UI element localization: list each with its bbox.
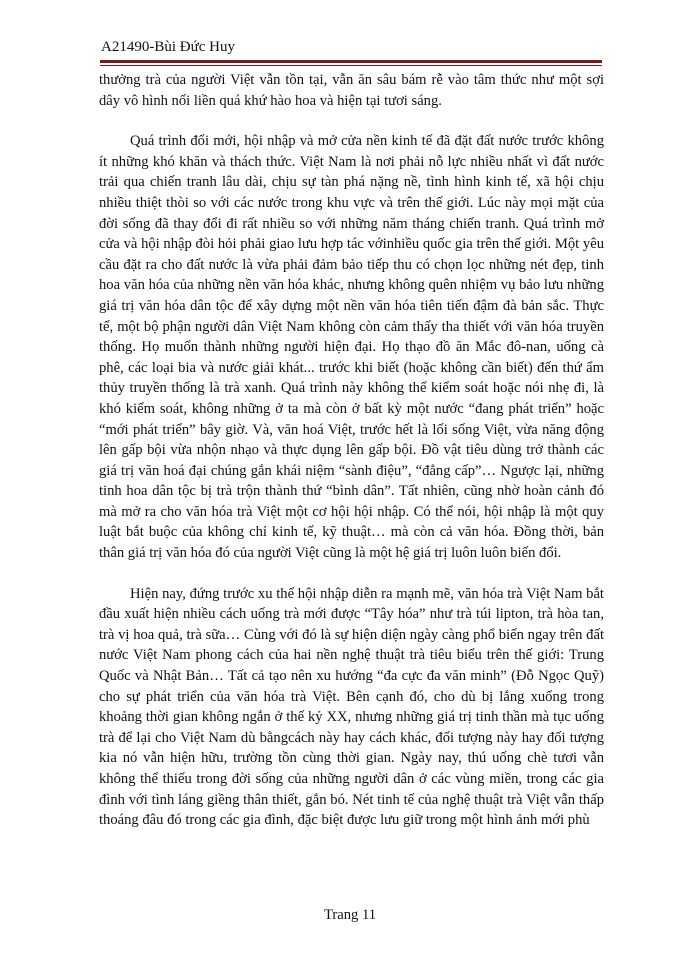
page-header-title: A21490-Bùi Đức Huy [101, 39, 235, 55]
paragraph-hien-nay: Hiện nay, đứng trước xu thế hội nhập diễn ra mạnh mẽ, văn hóa trà Việt Nam bắt đầu xuất hiện nhiều cách uống trà mới được “Tây hóa” như trà túi lipton, trà hòa tan, trà vị hoa quả, trà sữa… Cùng với đó là sự hiện diện ngày càng phổ biến ngay trên đất nước Việt Nam phong cách của hai nền nghệ thuật trà tiêu biểu trên thế giới: Trung Quốc và Nhật Bản… Tất cả tạo nên xu hướng “đa cực đa văn minh” (Đỗ Ngọc Quỹ) cho sự phát triển của văn hóa trà Việt. Bên cạnh đó, cho dù bị lắng xuống trong khoảng thời gian không ngắn ở thế kỷ XX, nhưng những giá trị tinh thần mà tục uống trà để lại cho Việt Nam dù bằngcách này hay cách khác, đối tượng này hay đối tượng kia nó vẫn hiện hữu, trường tồn cùng thời gian. Ngày nay, thú uống chè tươi vẫn không thể thiếu trong đời sống của những người dân ở các vùng miền, trong các gia đình với tình láng giềng thân thiết, gắn bó. Nét tinh tế của nghệ thuật trà Việt vẫn thấp thoáng đâu đó trong các gia đình, đặc biệt được lưu giữ trong một hình ảnh mới phù [99, 585, 604, 829]
page-number: Trang 11 [323, 907, 377, 923]
document-body [99, 70, 604, 831]
header-rule-thick [100, 60, 602, 63]
paragraph-continuation: thưởng trà của người Việt vẫn tồn tại, vẫn ăn sâu bám rễ vào tâm thức như một sợi dây vô hình nối liền quá khứ hào hoa và hiện tại tươi sáng. [99, 72, 604, 109]
header-rule-thin [100, 65, 602, 66]
paragraph-doi-moi: Quá trình đổi mới, hội nhập và mở cửa nền kinh tế đã đặt đất nước trước không ít những khó khăn và thách thức. Việt Nam là nơi phải nỗ lực nhiều nhất vì đất nước trải qua chiến tranh lâu dài, chịu sự tàn phá nặng nề, tình hình kinh tế, xã hội chịu nhiều thiệt thòi so với các nước trong khu vực và trên thế giới. Lúc này mọi mặt của đời sống đã thay đổi đi rất nhiều so với những năm tháng chiến tranh. Quá trình mở cửa và hội nhập đòi hỏi phải giao lưu hợp tác vớinhiều quốc gia trên thế giới. Một yêu cầu đặt ra cho đất nước là vừa phải đảm bảo tiếp thu có chọn lọc những nét đẹp, tinh hoa văn hóa của những nền văn hóa khác, nhưng không quên nhiệm vụ bảo lưu những giá trị văn hóa dân tộc để xây dựng một nền văn hóa tiên tiến đậm đà bản sắc. Thực tế, một bộ phận người dân Việt Nam không còn cảm thấy tha thiết với văn hóa truyền thống. Họ muốn thành những người hiện đại. Họ thạo đồ ăn Mắc đô-nan, uống cà phê, các loại bia và nước giải khát... trước khi biết (hoặc không cần biết) đến thứ ẩm thủy truyền thống là trà xanh. Quá trình này không thể kiểm soát hoặc nói nhẹ đi, là khó kiểm soát, không những ở ta mà còn ở bất kỳ một nước “đang phát triển” hoặc “mới phát triển” bây giờ. Và, văn hoá Việt, trước hết là lối sống Việt, vừa năng động lên gấp bội vừa nhộn nhạo và thực dụng lên gấp bội. Đồ vật tiêu dùng trở thành các giá trị văn hoá đại chúng gắn khái niệm “sành điệu”, “đẳng cấp”… Ngược lại, những tinh hoa dân tộc bị trà trộn thành thứ “bình dân”. Tất nhiên, cũng nhờ hoàn cảnh đó mà mở ra cho văn hóa trà Việt một cơ hội hội nhập. Có thể nói, hội nhập là một quy luật bắt buộc của không chỉ kinh tế, kỹ thuật… mà còn cả văn hóa. Đồng thời, bản thân giá trị văn hóa đó của người Việt cũng là một hệ giá trị luôn luôn biến đổi. [99, 133, 604, 562]
